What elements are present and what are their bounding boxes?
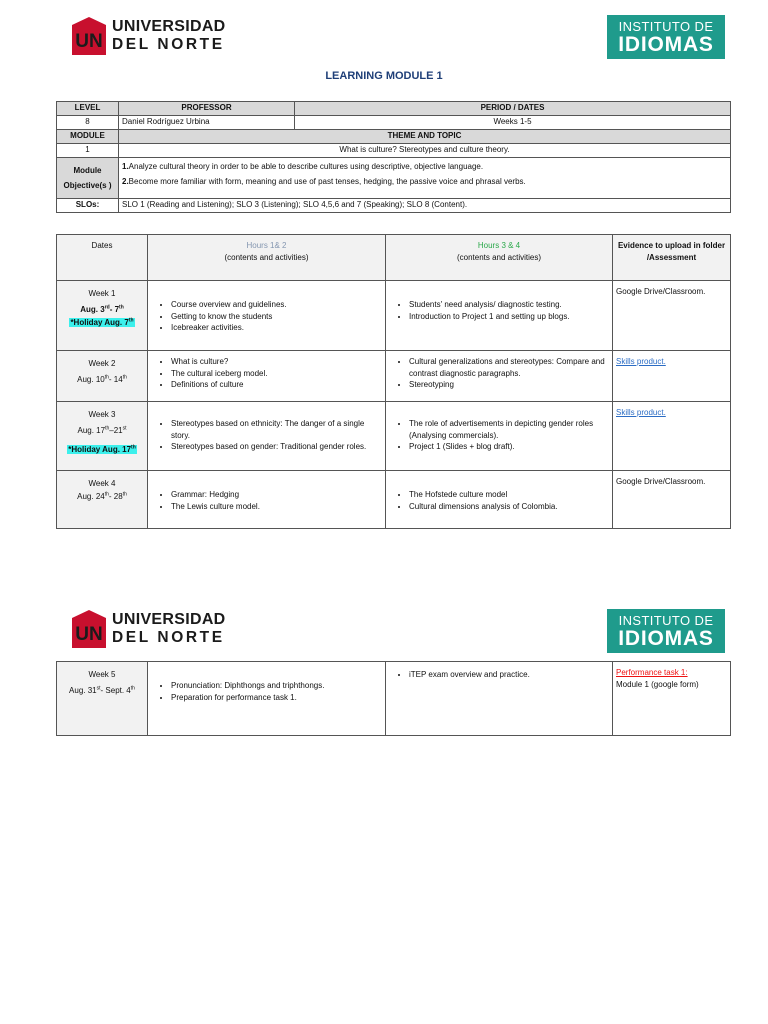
svg-text:UN: UN bbox=[75, 624, 103, 645]
un-emblem-icon bbox=[72, 610, 106, 648]
week3-skills-product-link[interactable]: Skills product. bbox=[616, 408, 666, 417]
slos-label: SLOs: bbox=[57, 199, 119, 213]
universidad-del-norte-logo-page2 bbox=[72, 610, 226, 648]
week5-dates-cell: Week 5 Aug. 31st- Sept. 4th bbox=[57, 662, 148, 736]
week1-dates-cell: Week 1 Aug. 3rd- 7th *Holiday Aug. 7th bbox=[57, 281, 148, 351]
un-logo-line2: DEL NORTE bbox=[112, 36, 225, 54]
objective-2: 2.Become more familiar with form, meaning and use of past tenses, hedging, the passive voice and phrasal verbs. bbox=[122, 177, 526, 186]
professor-header: PROFESSOR bbox=[119, 102, 295, 116]
level-header: LEVEL bbox=[57, 102, 119, 116]
evidence-header: Evidence to upload in folder /Assessment bbox=[613, 235, 731, 281]
period-value: Weeks 1-5 bbox=[295, 116, 731, 130]
dates-header: Dates bbox=[57, 235, 148, 281]
week4-hours34: • The Hofstede culture model • Cultural dimensions analysis of Colombia. bbox=[386, 471, 613, 529]
week2-skills-product-link[interactable]: Skills product. bbox=[616, 357, 666, 366]
theme-value: What is culture? Stereotypes and culture theory. bbox=[119, 144, 731, 158]
universidad-del-norte-logo bbox=[72, 17, 226, 55]
un-logo-line2: DEL NORTE bbox=[112, 629, 225, 647]
hours12-header: Hours 1& 2 (contents and activities) bbox=[148, 235, 386, 281]
week1-hours34: • Students' need analysis/ diagnostic testing. • Introduction to Project 1 and setting up blogs. bbox=[386, 281, 613, 351]
week3-hours12: • Stereotypes based on ethnicity: The danger of a single story. • Stereotypes based on gender: Traditional gender roles. bbox=[148, 402, 386, 471]
idiomas-logo-line1: INSTITUTO DE bbox=[618, 613, 714, 628]
idiomas-logo-line2: IDIOMAS bbox=[618, 33, 714, 56]
week4-hours12: • Grammar: Hedging • The Lewis culture model. bbox=[148, 471, 386, 529]
idiomas-logo-line1: INSTITUTO DE bbox=[618, 19, 714, 34]
objectives-label: Module Objective(s ) bbox=[57, 158, 119, 199]
instituto-idiomas-logo-page2 bbox=[607, 609, 725, 653]
objective-1: 1.Analyze cultural theory in order to be able to describe cultures using descriptive, objective language. bbox=[122, 162, 484, 171]
level-value: 8 bbox=[57, 116, 119, 130]
week2-evidence bbox=[613, 351, 731, 402]
week4-dates-cell: Week 4 Aug. 24th- 28th bbox=[57, 471, 148, 529]
week2-hours34: • Cultural generalizations and stereotypes: Compare and contrast diagnostic paragraphs. • Stereotyping bbox=[386, 351, 613, 402]
week5-hours34: • iTEP exam overview and practice. bbox=[386, 662, 613, 736]
objectives-cell bbox=[119, 158, 731, 199]
week1-evidence: Google Drive/Classroom. bbox=[613, 281, 731, 351]
week3-evidence bbox=[613, 402, 731, 471]
week2-hours12: • What is culture? • The cultural iceberg model. • Definitions of culture bbox=[148, 351, 386, 402]
un-emblem-icon bbox=[72, 17, 106, 55]
professor-value: Daniel Rodríguez Urbina bbox=[119, 116, 295, 130]
module-value: 1 bbox=[57, 144, 119, 158]
schedule-table bbox=[56, 234, 731, 529]
module-info-table bbox=[56, 101, 731, 213]
module-header: MODULE bbox=[57, 130, 119, 144]
week2-dates-cell: Week 2 Aug. 10th- 14th bbox=[57, 351, 148, 402]
document-title: LEARNING MODULE 1 bbox=[325, 70, 443, 82]
week3-dates-cell: Week 3 Aug. 17th–21st *Holiday Aug. 17th bbox=[57, 402, 148, 471]
week3-hours34: • The role of advertisements in depicting gender roles (Analysing commercials). • Project 1 (Slides + blog draft). bbox=[386, 402, 613, 471]
hours34-header: Hours 3 & 4 (contents and activities) bbox=[386, 235, 613, 281]
idiomas-logo-line2: IDIOMAS bbox=[618, 627, 714, 650]
period-header: PERIOD / DATES bbox=[295, 102, 731, 116]
un-logo-line1: UNIVERSIDAD bbox=[112, 18, 226, 36]
schedule-table-page2 bbox=[56, 661, 731, 736]
week4-evidence: Google Drive/Classroom. bbox=[613, 471, 731, 529]
theme-header: THEME AND TOPIC bbox=[119, 130, 731, 144]
un-logo-line1: UNIVERSIDAD bbox=[112, 611, 226, 629]
week1-hours12: • Course overview and guidelines. • Getting to know the students • Icebreaker activities. bbox=[148, 281, 386, 351]
slos-value: SLO 1 (Reading and Listening); SLO 3 (Listening); SLO 4,5,6 and 7 (Speaking); SLO 8 (Content). bbox=[119, 199, 731, 213]
performance-task-link[interactable]: Performance task 1: bbox=[616, 668, 688, 677]
week5-hours12: • Pronunciation: Diphthongs and triphthongs. • Preparation for performance task 1. bbox=[148, 662, 386, 736]
instituto-idiomas-logo bbox=[607, 15, 725, 59]
svg-text:UN: UN bbox=[75, 31, 103, 52]
week5-evidence: Performance task 1: Module 1 (google form) bbox=[613, 662, 731, 736]
